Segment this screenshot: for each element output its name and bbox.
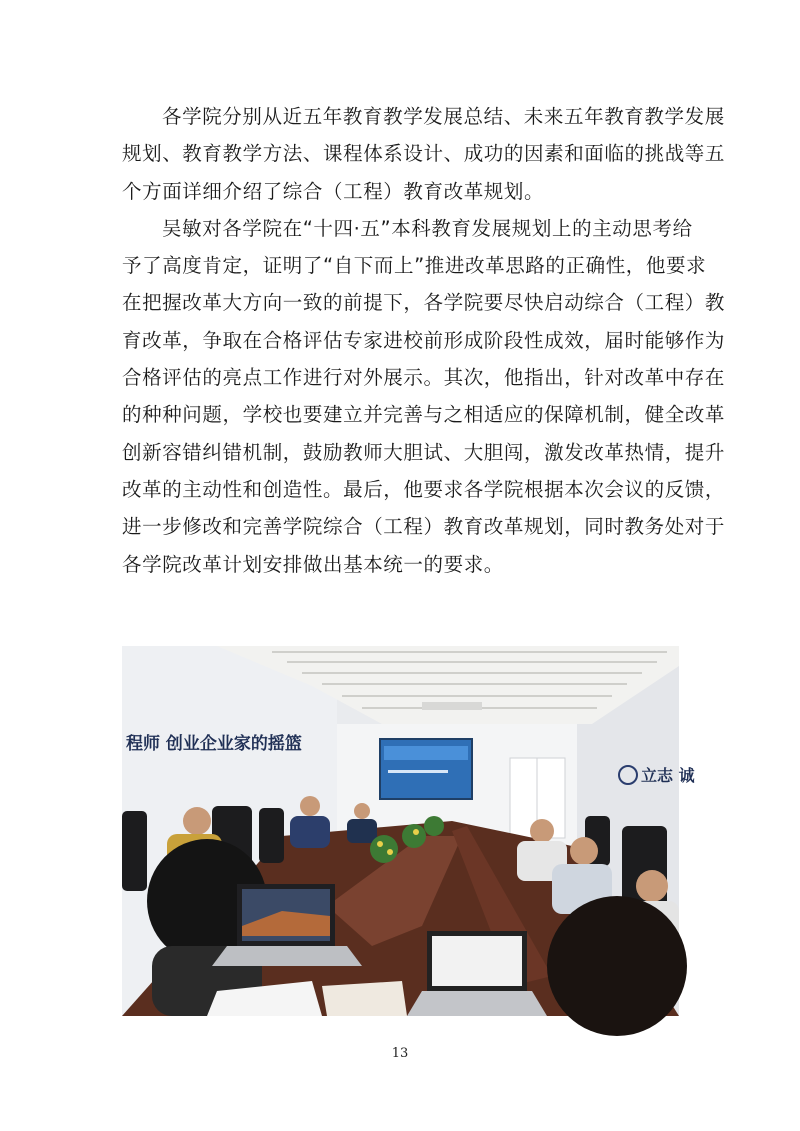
- text-line: 创新容错纠错机制，鼓励教师大胆试、大胆闯，激发改革热情，提升: [122, 440, 726, 464]
- text-line: 各学院分别从近五年教育教学发展总结、未来五年教育教学发展: [162, 105, 725, 128]
- wall-slogan-right: 立志 诚: [641, 766, 695, 785]
- paragraph-2: [122, 210, 726, 583]
- text-line: 予了高度肯定，证明了“自下而上”推进改革思路的正确性，他要求: [122, 254, 707, 278]
- paragraph-1: [122, 98, 726, 210]
- text-line: 各学院改革计划安排做出基本统一的要求。: [122, 552, 504, 576]
- page-number: 13: [391, 1046, 409, 1061]
- wall-slogan-left: 程师 创业企业家的摇篮: [126, 734, 302, 754]
- text-line: 合格评估的亮点工作进行对外展示。其次，他指出，针对改革中存在: [122, 366, 726, 390]
- text-line: 的种种问题，学校也要建立并完善与之相适应的保障机制，健全改革: [122, 403, 726, 427]
- text-line: 吴敏对各学院在“十四·五”本科教育发展规划上的主动思考给: [162, 216, 693, 240]
- article-body: [122, 98, 726, 583]
- text-line: 规划、教育教学方法、课程体系设计、成功的因素和面临的挑战等五: [122, 142, 726, 166]
- text-line: 在把握改革大方向一致的前提下，各学院要尽快启动综合（工程）教: [122, 291, 726, 315]
- text-line: 进一步修改和完善学院综合（工程）教育改革规划，同时教务处对于: [122, 515, 726, 539]
- text-line: 改革的主动性和创造性。最后，他要求各学院根据本次会议的反馈，: [122, 477, 726, 501]
- text-line: 个方面详细介绍了综合（工程）教育改革规划。: [122, 179, 545, 203]
- meeting-photo: [122, 646, 695, 1016]
- text-line: 育改革，争取在合格评估专家进校前形成阶段性成效，届时能够作为: [122, 328, 726, 352]
